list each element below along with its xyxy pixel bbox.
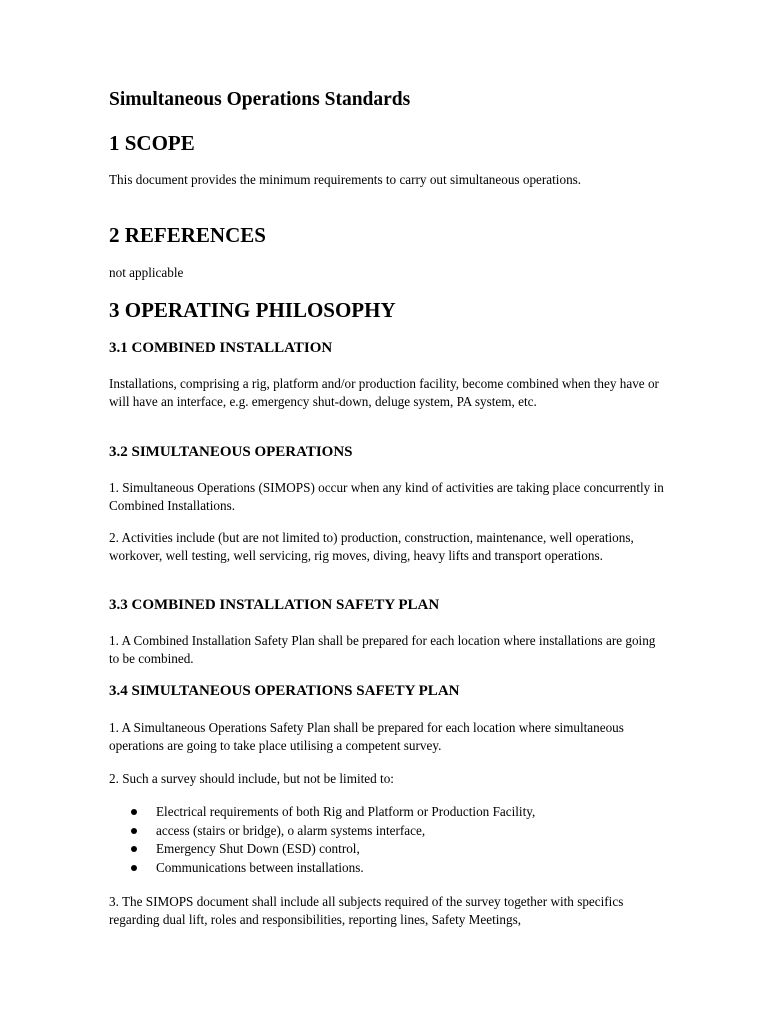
section-heading-operating-philosophy: 3 OPERATING PHILOSOPHY <box>109 298 396 322</box>
section-heading-references: 2 REFERENCES <box>109 223 266 247</box>
references-paragraph: not applicable <box>109 265 184 280</box>
simops-paragraph-1: 1. Simultaneous Operations (SIMOPS) occur when any kind of activities are taking place concurrently in Combined Installations. <box>109 480 664 513</box>
list-item <box>109 822 535 841</box>
simops-safety-plan-paragraph-3: 3. The SIMOPS document shall include all subjects required of the survey together with specifics regarding dual lift, roles and responsibilities, reporting lines, Safety Meetings, <box>109 894 624 927</box>
subsection-heading-simops-safety-plan: 3.4 SIMULTANEOUS OPERATIONS SAFETY PLAN <box>109 683 460 699</box>
scope-paragraph: This document provides the minimum requirements to carry out simultaneous operations. <box>109 172 582 187</box>
document-title: Simultaneous Operations Standards <box>109 89 411 110</box>
list-item <box>109 859 535 878</box>
simops-safety-plan-paragraph-1: 1. A Simultaneous Operations Safety Plan shall be prepared for each location where simultaneous operations are going to take place utilising a competent survey. <box>109 720 624 753</box>
bullet-icon <box>131 865 137 871</box>
subsection-heading-combined-installation: 3.1 COMBINED INSTALLATION <box>109 340 333 356</box>
combined-installation-paragraph: Installations, comprising a rig, platform and/or production facility, become combined when they have or will have an interface, e.g. emergency shut-down, deluge system, PA system, etc. <box>109 376 659 409</box>
list-item-text: Communications between installations. <box>156 859 364 875</box>
list-item <box>109 840 535 859</box>
combined-safety-plan-paragraph-1: 1. A Combined Installation Safety Plan shall be prepared for each location where installations are going to be combined. <box>109 633 656 666</box>
survey-requirements-list <box>109 803 535 877</box>
bullet-icon <box>131 828 137 834</box>
list-item <box>109 803 535 822</box>
bullet-icon <box>131 846 137 852</box>
list-item-text: access (stairs or bridge), o alarm systems interface, <box>156 822 426 838</box>
simops-paragraph-2: 2. Activities include (but are not limited to) production, construction, maintenance, well operations, workover, well testing, well servicing, rig moves, diving, heavy lifts and transport operations. <box>109 530 634 563</box>
list-item-text: Electrical requirements of both Rig and Platform or Production Facility, <box>156 804 536 819</box>
subsection-heading-combined-safety-plan: 3.3 COMBINED INSTALLATION SAFETY PLAN <box>109 597 440 613</box>
list-item-text: Emergency Shut Down (ESD) control, <box>156 841 360 856</box>
simops-safety-plan-paragraph-2: 2. Such a survey should include, but not be limited to: <box>109 771 394 786</box>
section-heading-scope: 1 SCOPE <box>109 131 195 155</box>
subsection-heading-simultaneous-operations: 3.2 SIMULTANEOUS OPERATIONS <box>109 444 353 460</box>
bullet-icon <box>131 809 137 815</box>
